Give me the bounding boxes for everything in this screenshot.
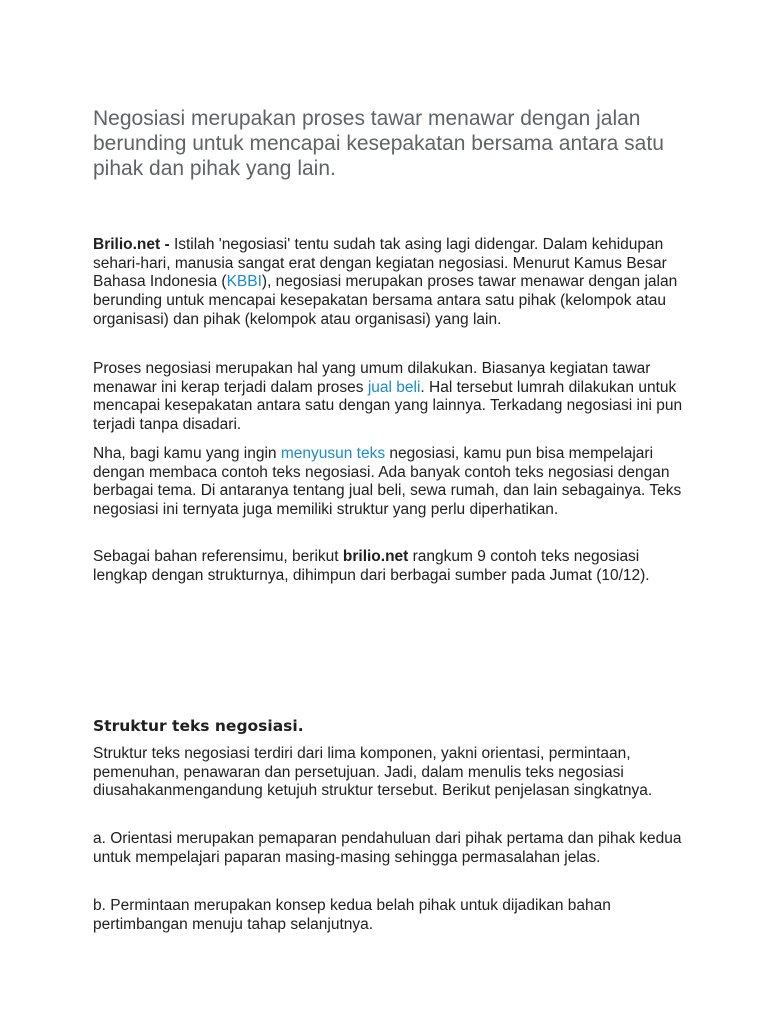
section-heading: Struktur teks negosiasi. [93, 717, 304, 735]
list-item-orientation: a. Orientasi merupakan pemaparan pendahuluan dari pihak pertama dan pihak kedua untuk mempelajari paparan masing-masing sehingga permasalahan jelas. [93, 830, 682, 866]
kbbi-link[interactable]: KBBI [226, 273, 262, 291]
paragraph-intro [93, 236, 693, 330]
article-lead: Negosiasi merupakan proses tawar menawar dengan jalan berunding untuk mencapai kesepakatan bersama antara satu pihak dan pihak yang lain. [93, 107, 664, 180]
paragraph-text: Nha, bagi kamu yang ingin [93, 445, 281, 462]
source-label: Brilio.net - [93, 236, 170, 253]
list-item-request: b. Permintaan merupakan konsep kedua belah pihak untuk dijadikan bahan pertimbangan menuju tahap selanjutnya. [93, 897, 611, 933]
paragraph-reference [93, 548, 693, 585]
menyusun-teks-link[interactable]: menyusun teks [280, 445, 386, 462]
paragraph-text: rangkum 9 contoh teks negosiasi lengkap dengan strukturnya, dihimpun dari berbagai sumber pada Jumat (10/12). [93, 548, 650, 584]
paragraph-text: ), negosiasi merupakan proses tawar menawar dengan jalan berunding untuk mencapai kesepakatan bersama antara satu pihak (kelompok atau organisasi) dan pihak (kelompok atau organisasi) yang lain. [93, 273, 678, 328]
paragraph-process [93, 360, 693, 435]
paragraph-examples [93, 445, 693, 520]
paragraph-text: negosiasi, kamu pun bisa mempelajari dengan membaca contoh teks negosiasi. Ada banyak contoh teks negosiasi dengan berbagai tema. Di antaranya tentang jual beli, sewa rumah, dan lain sebagainya. Teks negosiasi ini ternyata juga memiliki struktur yang perlu diperhatikan. [93, 445, 682, 519]
jual-beli-link[interactable]: jual beli [367, 378, 421, 396]
paragraph-text: Istilah 'negosiasi' tentu sudah tak asing lagi didengar. Dalam kehidupan sehari-hari, manusia sangat erat dengan kegiatan negosiasi. Menurut Kamus Besar Bahasa Indonesia ( [93, 236, 667, 291]
brand-name: brilio.net [342, 548, 409, 565]
paragraph-text: Sebagai bahan referensimu, berikut [93, 548, 343, 565]
paragraph-text: . Hal tersebut lumrah dilakukan untuk mencapai kesepakatan antara satu dengan yang lainnya. Terkadang negosiasi ini pun terjadi tanpa disadari. [93, 378, 683, 434]
paragraph-structure: Struktur teks negosiasi terdiri dari lima komponen, yakni orientasi, permintaan, pemenuhan, penawaran dan persetujuan. Jadi, dalam menulis teks negosiasi diusahakanmengandung ketujuh struktur tersebut. Berikut penjelasan singkatnya. [93, 745, 653, 800]
paragraph-text: Proses negosiasi merupakan hal yang umum dilakukan. Biasanya kegiatan tawar menawar ini kerap terjadi dalam proses [93, 360, 651, 396]
